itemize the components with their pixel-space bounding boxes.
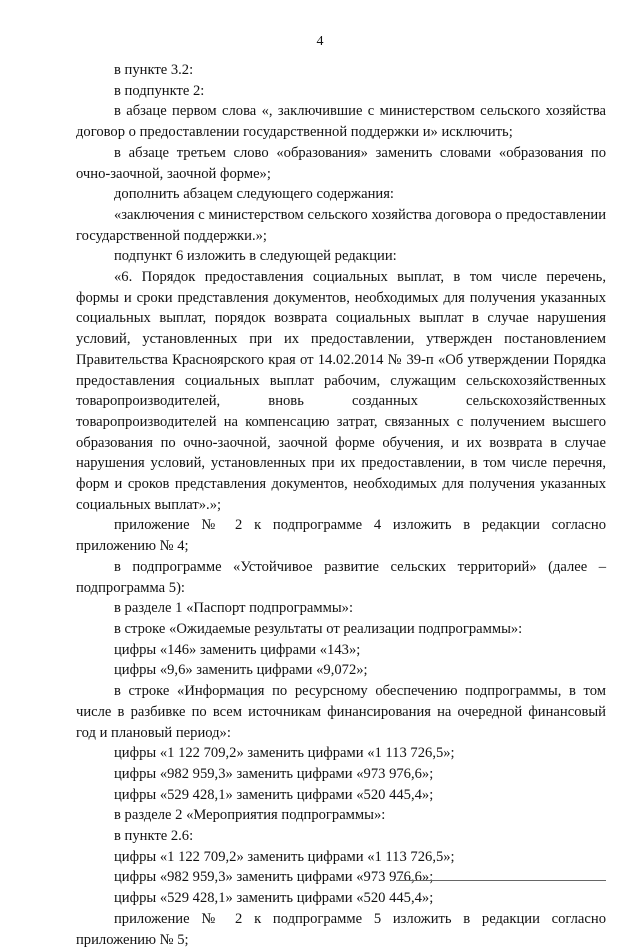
paragraph: «6. Порядок предоставления социальных выплат, в том числе перечень, формы и сроки представления документов, необходимых для получения указанных социальных выплат, порядок возврата социальных выплат в случае нарушения условий, установленных при их предоставлении, утвержден постановлением Правительства Красноярского края от 14.02.2014 № 39-п «Об утверждении Порядка предоставления социальных выплат рабочим, служащим сельскохозяйственных товаропроизводителей, вновь созданных сельскохозяйственных товаропроизводителей на компенсацию затрат, связанных с получением высшего образования по очно-заочной, заочной форме обучения, и их возврата в случае нарушения условий, установленных при их предоставлении, в том числе перечня, форм и сроков представления документов, необходимых для получения указанных социальных выплат».»;	[76, 269, 606, 513]
paragraph: цифры «9,6» заменить цифрами «9,072»;	[114, 662, 368, 679]
paragraph: в пункте 3.2:	[114, 62, 194, 78]
paragraph: дополнить абзацем следующего содержания:	[114, 186, 394, 203]
paragraph: цифры «529 428,1» заменить цифрами «520 445,4»;	[114, 890, 434, 907]
paragraph: в подпункте 2:	[114, 82, 205, 99]
paragraph: цифры «529 428,1» заменить цифрами «520 445,4»;	[114, 786, 434, 803]
paragraph: цифры «1 122 709,2» заменить цифрами «1 113 726,5»;	[114, 745, 455, 762]
paragraph: в разделе 2 «Мероприятия подпрограммы»:	[114, 807, 386, 824]
footer-divider	[396, 880, 606, 881]
paragraph: в подпрограмме «Устойчивое развитие сельских территорий» (далее – подпрограмма 5):	[76, 558, 606, 596]
paragraph: в абзаце первом слова «, заключившие с министерством сельского хозяйства договор о предоставлении государственной поддержки и» исключить;	[76, 103, 606, 141]
paragraph: цифры «1 122 709,2» заменить цифрами «1 113 726,5»;	[114, 848, 455, 865]
paragraph: цифры «982 959,3» заменить цифрами «973 976,6»;	[114, 765, 434, 782]
paragraph: приложение № 2 к подпрограмме 4 изложить в редакции согласно приложению № 4;	[76, 517, 606, 555]
paragraph: в абзаце третьем слово «образования» заменить словами «образования по очно-заочной, заочной форме»;	[76, 144, 606, 182]
page-number: 4	[316, 34, 324, 49]
paragraph: цифры «146» заменить цифрами «143»;	[114, 641, 361, 658]
paragraph: в строке «Информация по ресурсному обеспечению подпрограммы, в том числе в разбивке по всем источникам финансирования на очередной финансовый год и плановый период»:	[76, 683, 606, 741]
paragraph: приложение № 2 к подпрограмме 5 изложить в редакции согласно приложению № 5;	[76, 910, 606, 948]
paragraph: подпункт 6 изложить в следующей редакции:	[114, 248, 397, 265]
paragraph: «заключения с министерством сельского хозяйства договора о предоставлении государственной поддержки.»;	[76, 206, 606, 244]
document-body	[76, 60, 606, 950]
paragraph: в пункте 2.6:	[114, 828, 194, 845]
paragraph: в строке «Ожидаемые результаты от реализации подпрограммы»:	[114, 620, 523, 637]
paragraph: цифры «982 959,3» заменить цифрами «973 976,6»;	[114, 869, 434, 886]
paragraph: в разделе 1 «Паспорт подпрограммы»:	[114, 600, 354, 617]
